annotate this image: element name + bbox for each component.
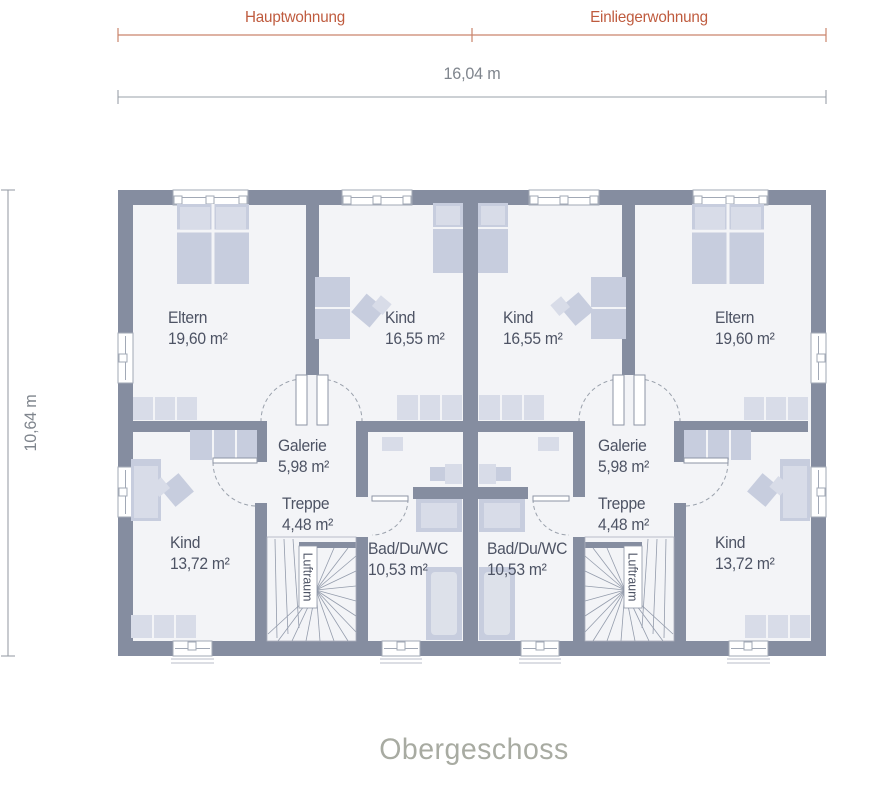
- sideboard: [397, 395, 462, 420]
- wardrobe: [315, 277, 350, 339]
- room-name: Kind: [715, 533, 746, 552]
- room-label-kind-large-right: [503, 307, 563, 349]
- wardrobe: [591, 277, 626, 339]
- width-dimension-line: [118, 90, 826, 104]
- room-area: 16,55 m²: [503, 329, 563, 348]
- washbasin: [382, 437, 403, 451]
- room-name: Galerie: [598, 436, 647, 455]
- room-label-bad-right: [487, 538, 567, 580]
- unit-span-dimension-line: [118, 28, 826, 42]
- room-label-kind-large-left: [385, 307, 445, 349]
- room-name: Treppe: [598, 494, 646, 513]
- room-area: 5,98 m²: [278, 457, 330, 476]
- total-depth-dimension: 10,64 m: [21, 394, 40, 452]
- room-name: Bad/Du/WC: [368, 539, 449, 558]
- floor-title: Obergeschoss: [379, 733, 569, 766]
- room-area: 13,72 m²: [715, 554, 775, 573]
- sideboard: [745, 615, 810, 638]
- unit-label-hauptwohnung: Hauptwohnung: [245, 9, 345, 26]
- wardrobe: [190, 430, 257, 460]
- room-area: 19,60 m²: [715, 329, 775, 348]
- room-area: 10,53 m²: [487, 560, 547, 579]
- room-area: 13,72 m²: [170, 554, 230, 573]
- room-label-kind-small-left: [170, 532, 230, 574]
- single-bed: [478, 203, 508, 273]
- room-area: 4,48 m²: [282, 515, 334, 534]
- room-label-eltern-right: [715, 307, 775, 349]
- room-area: 16,55 m²: [385, 329, 445, 348]
- total-width-dimension: 16,04 m: [443, 64, 501, 83]
- room-label-bad-left: [368, 538, 448, 580]
- sideboard: [744, 397, 808, 420]
- room-area: 19,60 m²: [168, 329, 228, 348]
- room-area: 10,53 m²: [368, 560, 428, 579]
- toilet: [479, 464, 511, 484]
- room-label-treppe-left: [282, 493, 333, 535]
- room-name: Kind: [385, 308, 416, 327]
- double-bed: [692, 204, 764, 284]
- room-name: Eltern: [168, 308, 208, 327]
- wardrobe: [684, 430, 751, 460]
- shower: [479, 499, 525, 532]
- room-label-treppe-right: [598, 493, 649, 535]
- sideboard: [479, 395, 544, 420]
- single-bed: [433, 203, 463, 273]
- room-label-eltern-left: [168, 307, 228, 349]
- room-name: Kind: [503, 308, 534, 327]
- luftraum-label-left: Luftraum: [300, 552, 316, 602]
- shower: [416, 499, 462, 532]
- sideboard: [131, 615, 196, 638]
- room-name: Kind: [170, 533, 201, 552]
- room-name: Galerie: [278, 436, 327, 455]
- room-area: 5,98 m²: [598, 457, 650, 476]
- washbasin: [538, 437, 559, 451]
- room-area: 4,48 m²: [598, 515, 650, 534]
- room-label-galerie-left: [278, 435, 329, 477]
- room-name: Bad/Du/WC: [487, 539, 568, 558]
- room-label-kind-small-right: [715, 532, 775, 574]
- toilet: [430, 464, 462, 484]
- double-bed: [177, 204, 249, 284]
- depth-dimension-line: [1, 190, 15, 656]
- sideboard: [133, 397, 197, 420]
- room-name: Eltern: [715, 308, 755, 327]
- unit-label-einliegerwohnung: Einliegerwohnung: [590, 9, 708, 26]
- room-label-galerie-right: [598, 435, 649, 477]
- room-name: Treppe: [282, 494, 330, 513]
- luftraum-label-right: Luftraum: [625, 552, 641, 602]
